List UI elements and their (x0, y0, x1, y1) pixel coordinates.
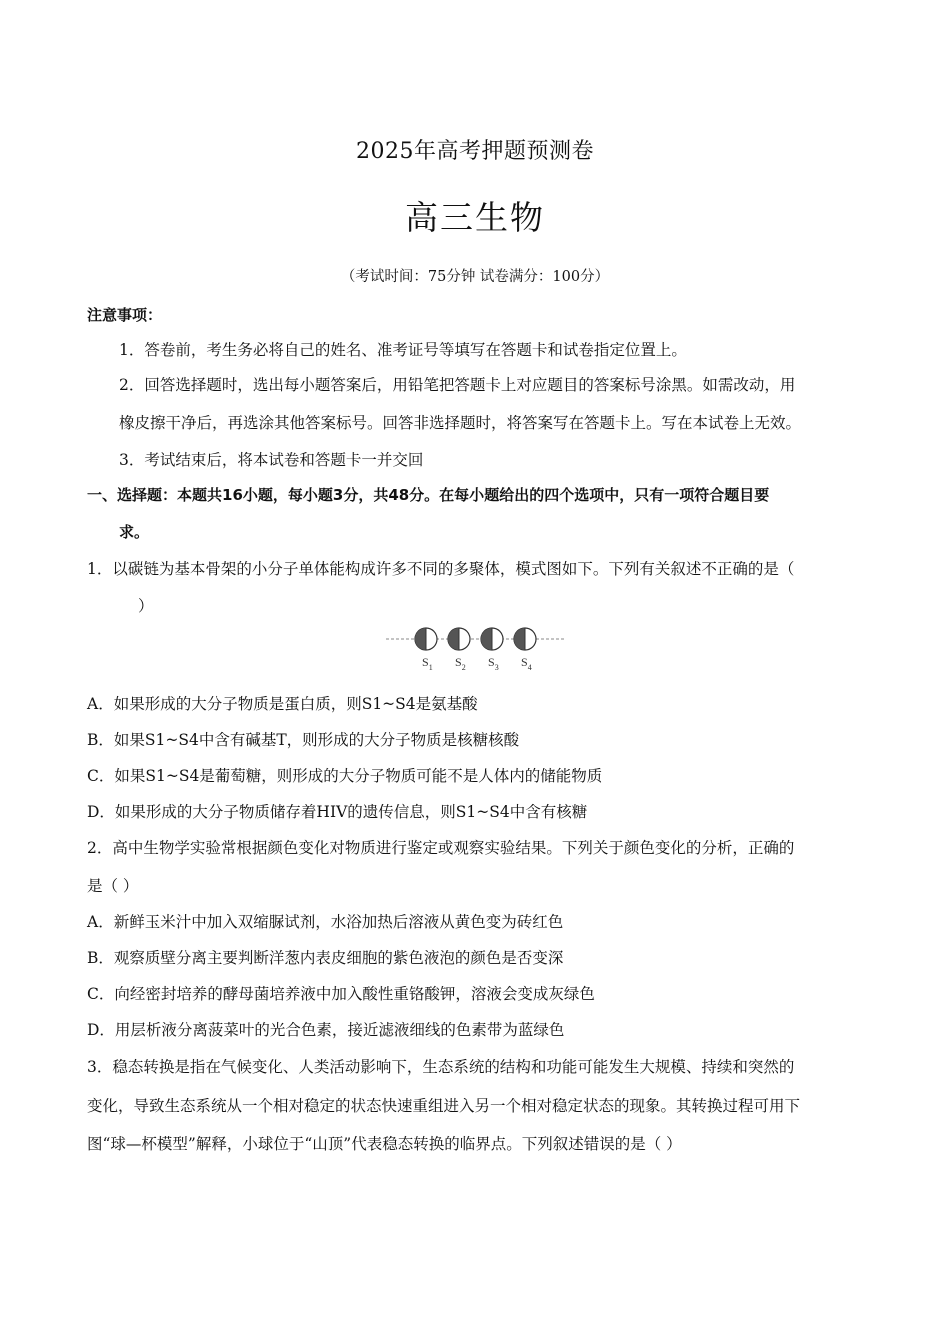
note-item-2: 2．回答选择题时，选出每小题答案后，用铅笔把答题卡上对应题目的答案标号涂黑。如需改动，用 (119, 376, 796, 394)
label-s1: $S_1$ (422, 655, 433, 672)
monomer-s1 (415, 628, 437, 650)
label-s2: $S_2$ (455, 655, 466, 672)
note-item-2-cont: 橡皮擦干净后，再选涂其他答案标号。回答非选择题时，将答案写在答题卡上。写在本试卷上无效。 (119, 414, 802, 432)
q2-option-a: A．新鲜玉米汁中加入双缩脲试剂，水浴加热后溶液从黄色变为砖红色 (87, 913, 564, 931)
monomer-s4 (514, 628, 536, 650)
q1-stem-cont: ） (138, 597, 154, 615)
monomer-chain-figure (384, 622, 568, 676)
q2-option-c: C．向经密封培养的酵母菌培养液中加入酸性重铬酸钾，溶液会变成灰绿色 (87, 985, 595, 1003)
note-item-1: 1．答卷前，考生务必将自己的姓名、准考证号等填写在答题卡和试卷指定位置上。 (119, 341, 687, 359)
monomer-s2 (448, 628, 470, 650)
exam-info: （考试时间：75分钟 试卷满分：100分） (340, 269, 610, 285)
q2-option-b: B．观察质壁分离主要判断洋葱内表皮细胞的紫色液泡的颜色是否变深 (87, 949, 564, 967)
q3-stem-cont-2: 图“球—杯模型”解释，小球位于“山顶”代表稳态转换的临界点。下列叙述错误的是（ ） (87, 1135, 682, 1153)
section1-heading-cont: 求。 (119, 523, 150, 541)
q3-stem-cont-1: 变化，导致生态系统从一个相对稳定的状态快速重组进入另一个相对稳定状态的现象。其转换过程可用下 (87, 1097, 801, 1115)
notes-heading: 注意事项： (87, 306, 163, 324)
subject-title: 高三生物 (405, 198, 545, 237)
q2-stem-cont: 是（ ） (87, 877, 139, 895)
q1-option-a: A．如果形成的大分子物质是蛋白质，则S1~S4是氨基酸 (87, 695, 478, 713)
note-item-3: 3．考试结束后，将本试卷和答题卡一并交回 (119, 451, 424, 469)
exam-title: 2025年高考押题预测卷 (356, 139, 594, 164)
q2-stem: 2．高中生物学实验常根据颜色变化对物质进行鉴定或观察实验结果。下列关于颜色变化的分析，正确的 (87, 839, 795, 857)
q2-option-d: D．用层析液分离菠菜叶的光合色素，接近滤液细线的色素带为蓝绿色 (87, 1021, 565, 1039)
q3-stem: 3．稳态转换是指在气候变化、人类活动影响下，生态系统的结构和功能可能发生大规模、持续和突然的 (87, 1058, 795, 1076)
section1-heading: 一、选择题：本题共16小题，每小题3分，共48分。在每小题给出的四个选项中，只有一项符合题目要 (87, 486, 770, 504)
q1-option-b: B．如果S1~S4中含有碱基T，则形成的大分子物质是核糖核酸 (87, 731, 520, 749)
q1-option-c: C．如果S1~S4是葡萄糖，则形成的大分子物质可能不是人体内的储能物质 (87, 767, 603, 785)
label-s4: $S_4$ (521, 655, 532, 672)
q1-option-d: D．如果形成的大分子物质储存着HIV的遗传信息，则S1~S4中含有核糖 (87, 803, 588, 821)
label-s3: $S_3$ (488, 655, 499, 672)
monomer-s3 (481, 628, 503, 650)
q1-stem: 1．以碳链为基本骨架的小分子单体能构成许多不同的多聚体，模式图如下。下列有关叙述不正确的是（ (87, 560, 795, 578)
